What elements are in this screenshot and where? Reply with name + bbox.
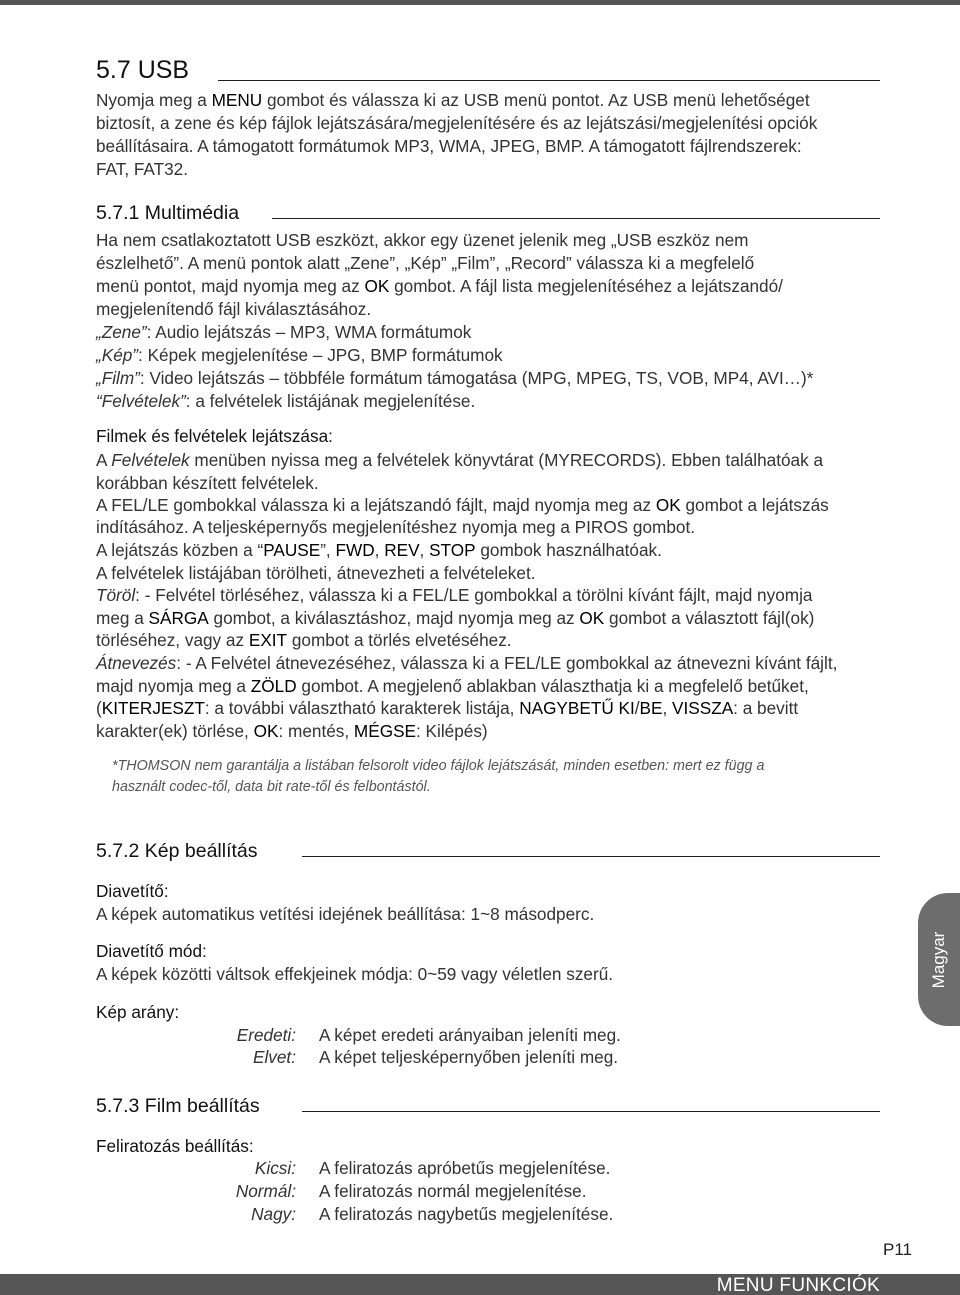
section-title: 5.7 USB — [96, 56, 190, 84]
subtitle-term: Nagy: — [251, 1204, 296, 1224]
multimedia-item: “Felvételek”: a felvételek listájának megjelenítése. — [96, 391, 476, 411]
slideshow-label: Diavetítő: — [96, 881, 169, 901]
slideshow-mode-label: Diavetítő mód: — [96, 941, 207, 961]
playback-line: A felvételek listájában törölheti, átnevezheti a felvételeket. — [96, 563, 536, 583]
film-title: 5.7.3 Film beállítás — [96, 1095, 260, 1117]
footnote-line-1: *THOMSON nem garantálja a listában felsorolt video fájlok lejátszását, minden esetben: mert ez függ a — [112, 758, 765, 774]
multimedia-line-4: megjelenítendő fájl kiválasztásához. — [96, 299, 372, 319]
subtitle-desc: A feliratozás apróbetűs megjelenítése. — [319, 1158, 611, 1178]
playback-line: A Felvételek menüben nyissa meg a felvételek könyvtárat (MYRECORDS). Ebben találhatóak a — [96, 450, 824, 470]
subtitle-desc: A feliratozás normál megjelenítése. — [319, 1181, 587, 1201]
playback-line: indításához. A teljesképernyős megjelenítéshez nyomja meg a PIROS gombot. — [96, 517, 696, 537]
multimedia-line-2: észlelhető”. A menü pontok alatt „Zene”, „Kép” „Film”, „Record” válassza ki a megfelelő — [96, 253, 755, 273]
picture-title: 5.7.2 Kép beállítás — [96, 840, 258, 862]
slideshow-desc: A képek automatikus vetítési idejének beállítása: 1~8 másodperc. — [96, 904, 595, 924]
multimedia-item: „Kép”: Képek megjelenítése – JPG, BMP formátumok — [96, 345, 503, 365]
footnote-line-2: használt codec-től, data bit rate-től és felbontástól. — [112, 779, 431, 795]
film-rule — [302, 1111, 880, 1112]
language-tab-label: Magyar — [929, 931, 948, 988]
intro-line-3: beállításaira. A támogatott formátumok MP3, WMA, JPEG, BMP. A támogatott fájlrendszerek: — [96, 136, 802, 156]
playback-line: Töröl: - Felvétel törléséhez, válassza ki a FEL/LE gombokkal a törölni kívánt fájlt, majd nyomja — [96, 585, 813, 605]
picture-rule — [302, 856, 880, 857]
intro-line-2: biztosít, a zene és kép fájlok lejátszására/megjelenítésére és az lejátszási/megjelenítési opciók — [96, 113, 818, 133]
playback-line: A FEL/LE gombokkal válassza ki a lejátszandó fájlt, majd nyomja meg az OK gombot a lejátszás — [96, 495, 829, 515]
playback-line: törléséhez, vagy az EXIT gombot a törlés elvetéséhez. — [96, 630, 512, 650]
footer-label: MENU FUNKCIÓK — [716, 1275, 880, 1295]
subtitle-label: Feliratozás beállítás: — [96, 1136, 254, 1156]
playback-line: A lejátszás közben a “PAUSE”, FWD, REV, STOP gombok használhatóak. — [96, 540, 662, 560]
playback-line: korábban készített felvételek. — [96, 473, 319, 493]
language-tab — [918, 893, 960, 1026]
ratio-term: Elvet: — [253, 1047, 296, 1067]
multimedia-rule — [272, 218, 880, 219]
multimedia-item: „Zene”: Audio lejátszás – MP3, WMA formátumok — [96, 322, 472, 342]
playback-line: karakter(ek) törlése, OK: mentés, MÉGSE: Kilépés) — [96, 721, 488, 741]
slideshow-mode-desc: A képek közötti váltsok effekjeinek módja: 0~59 vagy véletlen szerű. — [96, 964, 614, 984]
playback-line: Átnevezés: - A Felvétel átnevezéséhez, válassza ki a FEL/LE gombokkal az átnevezni kívánt fájlt, — [96, 653, 838, 673]
playback-line: majd nyomja meg a ZÖLD gombot. A megjelenő ablakban választhatja ki a megfelelő betűket, — [96, 676, 809, 696]
ratio-desc: A képet teljesképernyőben jeleníti meg. — [319, 1047, 619, 1067]
intro-line-1: Nyomja meg a MENU gombot és válassza ki az USB menü pontot. Az USB menü lehetőséget — [96, 90, 810, 110]
multimedia-title: 5.7.1 Multimédia — [96, 202, 240, 224]
ratio-desc: A képet eredeti arányaiban jeleníti meg. — [319, 1025, 621, 1045]
multimedia-item: „Film”: Video lejátszás – többféle formátum támogatása (MPG, MPEG, TS, VOB, MP4, AVI…)* — [96, 368, 814, 388]
top-bar — [0, 0, 960, 5]
subtitle-term: Normál: — [235, 1181, 296, 1201]
ratio-label: Kép arány: — [96, 1002, 180, 1022]
multimedia-line-1: Ha nem csatlakoztatott USB eszközt, akkor egy üzenet jelenik meg „USB eszköz nem — [96, 230, 749, 250]
subtitle-term: Kicsi: — [254, 1158, 296, 1178]
page-number: P11 — [883, 1240, 912, 1259]
intro-line-4: FAT, FAT32. — [96, 159, 189, 179]
ratio-term: Eredeti: — [236, 1025, 296, 1045]
multimedia-line-3: menü pontot, majd nyomja meg az OK gombot. A fájl lista megjelenítéséhez a lejátszandó/ — [96, 276, 783, 296]
playback-title: Filmek és felvételek lejátszása: — [96, 426, 333, 446]
subtitle-desc: A feliratozás nagybetűs megjelenítése. — [319, 1204, 614, 1224]
title-rule — [218, 80, 880, 81]
playback-line: (KITERJESZT: a további választható karakterek listája, NAGYBETŰ KI/BE, VISSZA: a bevitt — [96, 698, 799, 718]
playback-line: meg a SÁRGA gombot, a kiválasztáshoz, majd nyomja meg az OK gombot a választott fájl(ok) — [96, 608, 815, 628]
